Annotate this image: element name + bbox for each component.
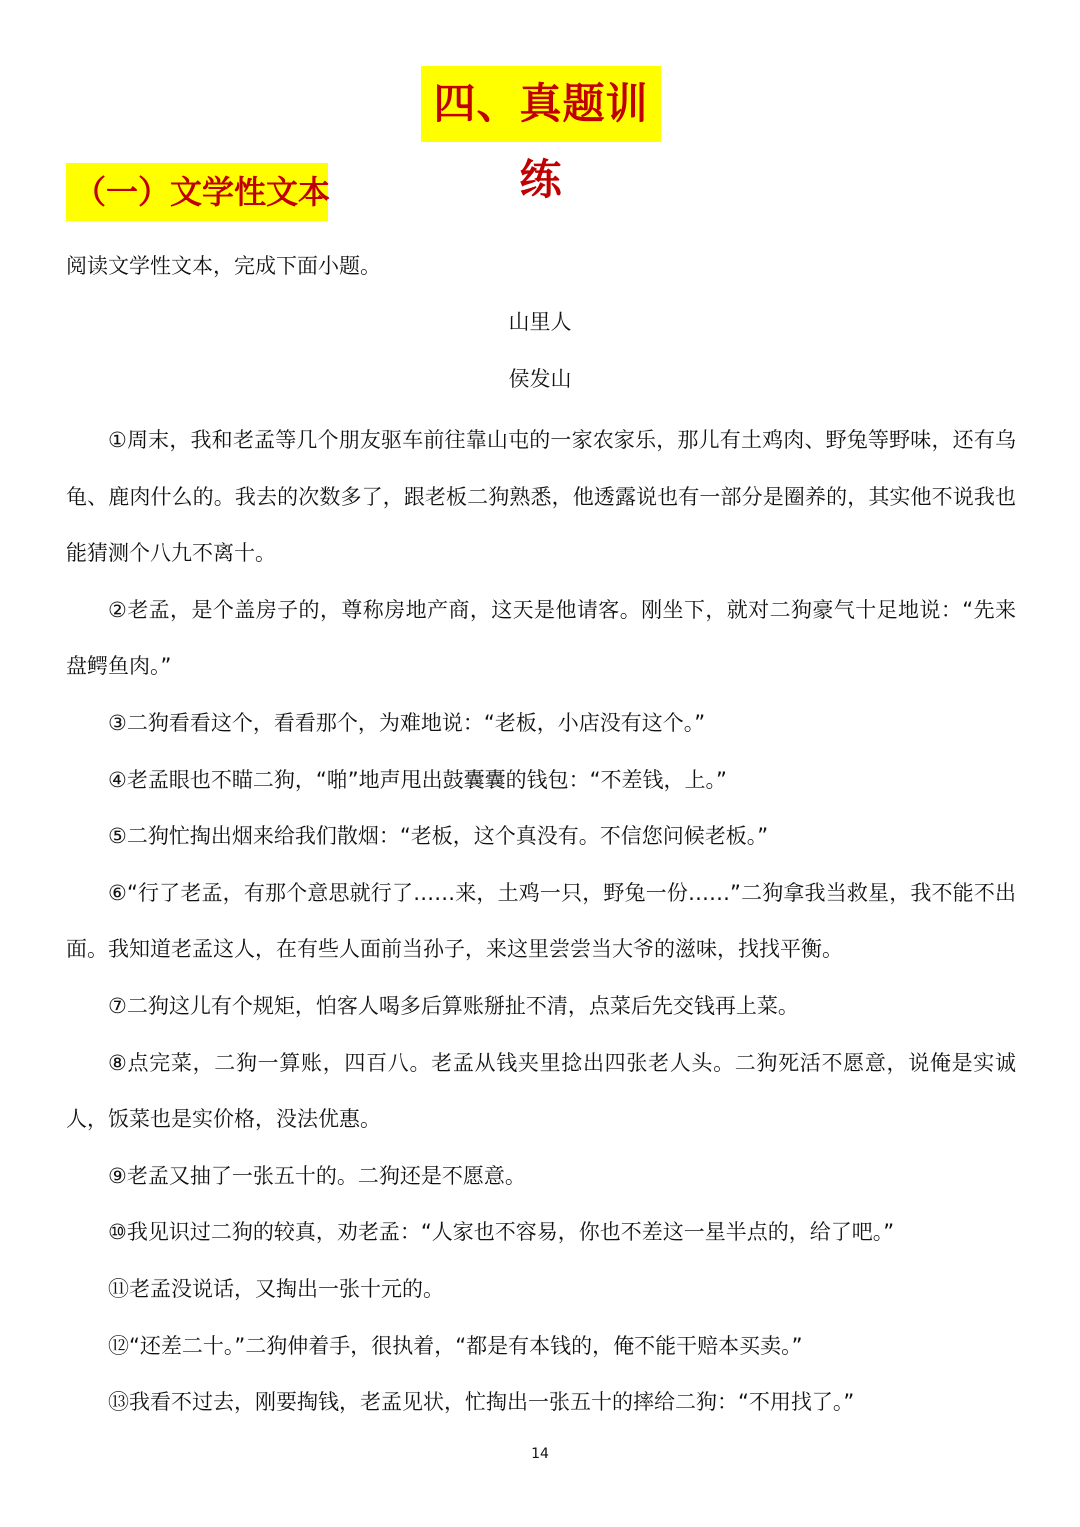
instruction-text: 阅读文学性文本，完成下面小题。 <box>66 254 381 278</box>
paragraph-10: ⑩我见识过二狗的较真，劝老孟：“人家也不容易，你也不差这一星半点的，给了吧。” <box>108 1220 895 1245</box>
page-number: 14 <box>531 1446 549 1462</box>
paragraph-4: ④老孟眼也不瞄二狗，“啪”地声甩出鼓囊囊的钱包：“不差钱，上。” <box>108 767 727 792</box>
paragraph-1: ①周末，我和老孟等几个朋友驱车前往靠山屯的一家农家乐，那儿有土鸡肉、野兔等野味，还有乌龟、鹿肉什么的。我去的次数多了，跟老板二狗熟悉，他透露说也有一部分是圈养的，其实他不说我也能猜测个八九不离十。 <box>66 428 1016 566</box>
paragraph-13: ⑬我看不过去，刚要掏钱，老孟见状，忙掏出一张五十的摔给二狗：“不用找了。” <box>108 1390 855 1415</box>
story-body <box>66 412 1016 1431</box>
paragraph-5: ⑤二狗忙掏出烟来给我们散烟：“老板，这个真没有。不信您问候老板。” <box>108 824 769 849</box>
paragraph-11: ⑪老孟没说话，又掏出一张十元的。 <box>108 1276 444 1301</box>
paragraph-12: ⑫“还差二十。”二狗伸着手，很执着，“都是有本钱的，俺不能干赔本买卖。” <box>108 1333 803 1358</box>
story-author: 侯发山 <box>508 367 572 391</box>
paragraph-9: ⑨老孟又抽了一张五十的。二狗还是不愿意。 <box>108 1163 526 1188</box>
main-title: 四、真题训练 <box>421 66 661 142</box>
paragraph-8: ⑧点完菜，二狗一算账，四百八。老孟从钱夹里捻出四张老人头。二狗死活不愿意，说俺是实诚人，饭菜也是实价格，没法优惠。 <box>66 1050 1016 1132</box>
paragraph-3: ③二狗看看这个，看看那个，为难地说：“老板，小店没有这个。” <box>108 710 706 735</box>
paragraph-7: ⑦二狗这儿有个规矩，怕客人喝多后算账掰扯不清，点菜后先交钱再上菜。 <box>108 993 799 1018</box>
story-title: 山里人 <box>508 310 572 334</box>
paragraph-6: ⑥“行了老孟，有那个意思就行了……来，土鸡一只，野兔一份……”二狗拿我当救星，我不能不出面。我知道老孟这人，在有些人面前当孙子，来这里尝尝当大爷的滋味，找找平衡。 <box>66 880 1016 962</box>
section-title: （一）文学性文本 <box>66 163 328 221</box>
paragraph-2: ②老孟，是个盖房子的，尊称房地产商，这天是他请客。刚坐下，就对二狗豪气十足地说：“先来盘鳄鱼肉。” <box>66 597 1016 679</box>
